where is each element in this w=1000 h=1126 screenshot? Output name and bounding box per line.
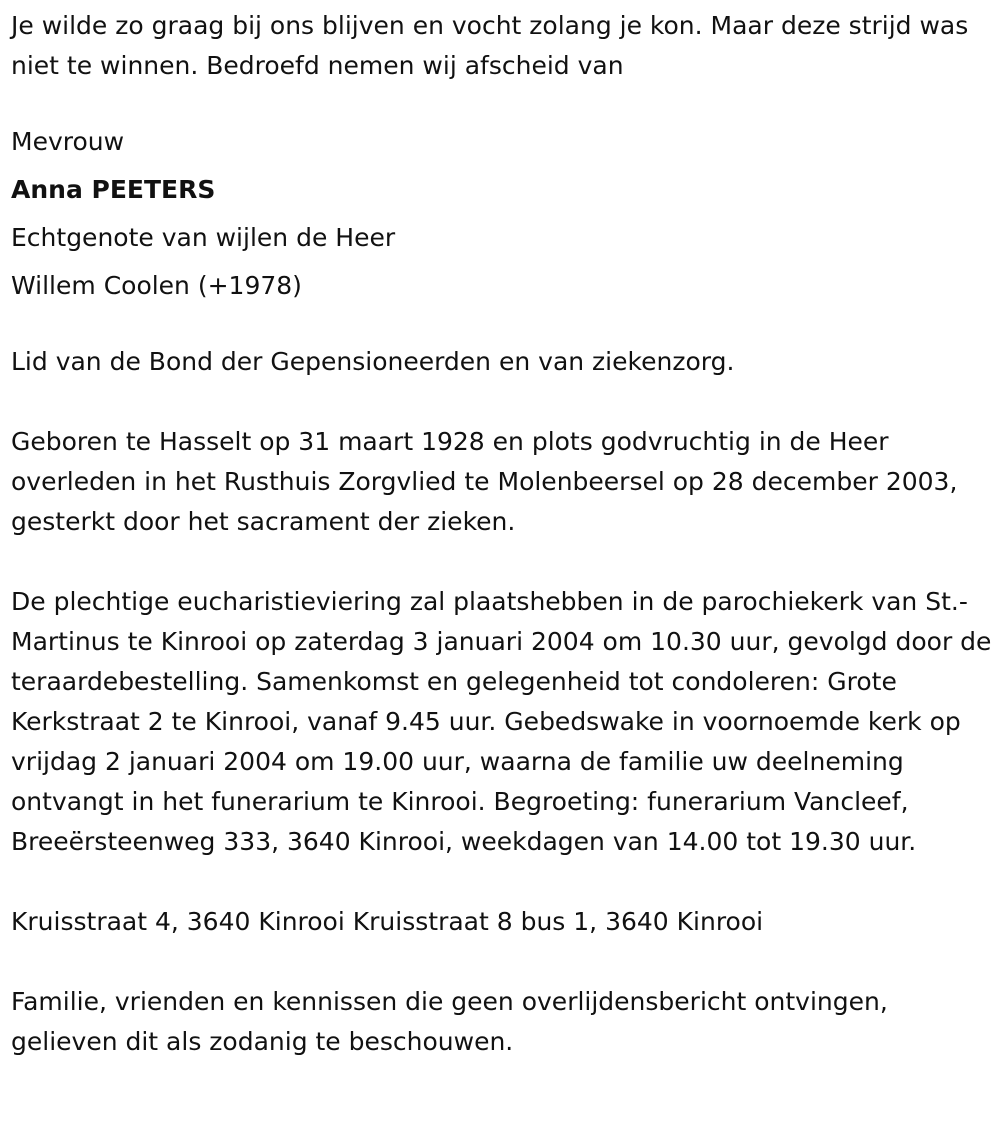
spouse-line-2: Willem Coolen (+1978) — [11, 271, 302, 300]
salutation: Mevrouw — [11, 127, 125, 156]
membership-paragraph: Lid van de Bond der Gepensioneerden en van ziekenzorg. — [11, 347, 735, 376]
ceremony-paragraph: De plechtige eucharistieviering zal plaatshebben in de parochiekerk van St.- Martinus te Kinrooi op zaterdag 3 januari 2004 om 10.30 uur, gevolgd door de teraardebestelling. Samenkomst en gelegenheid tot condoleren: Grote Kerkstraat 2 te Kinrooi, vanaf 9.45 uur. Gebedswake in voornoemde kerk op vrijdag 2 januari 2004 om 19.00 uur, waarna de familie uw deelneming ontvangt in het funerarium te Kinrooi. Begroeting: funerarium Vancleef, Breeërsteenweg 333, 3640 Kinrooi, weekdagen van 14.00 tot 19.30 uur. — [11, 587, 992, 856]
deceased-name: Anna PEETERS — [11, 175, 216, 204]
birth-death-paragraph: Geboren te Hasselt op 31 maart 1928 en plots godvruchtig in de Heer overleden in het Rusthuis Zorgvlied te Molenbeersel op 28 december 2003, gesterkt door het sacrament der zieken. — [11, 427, 958, 536]
closing-paragraph: Familie, vrienden en kennissen die geen overlijdensbericht ontvingen, gelieven dit als zodanig te beschouwen. — [11, 987, 888, 1056]
addresses-paragraph: Kruisstraat 4, 3640 Kinrooi Kruisstraat 8 bus 1, 3640 Kinrooi — [11, 907, 764, 936]
spacer — [11, 86, 996, 118]
spouse-line-1: Echtgenote van wijlen de Heer — [11, 223, 396, 252]
intro-paragraph: Je wilde zo graag bij ons blijven en vocht zolang je kon. Maar deze strijd was niet te winnen. Bedroefd nemen wij afscheid van — [11, 11, 969, 80]
obituary-notice — [11, 0, 996, 1062]
